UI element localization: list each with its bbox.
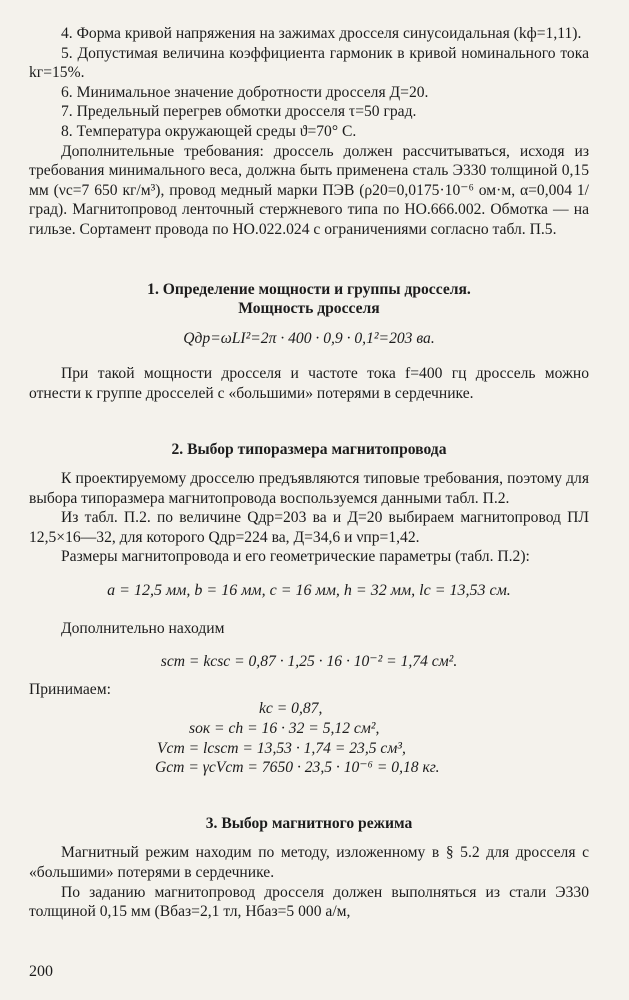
accepted-gst: Gст = γсVст = 7650 · 23,5 · 10⁻⁶ = 0,18 кг. [155, 759, 440, 777]
section-2-paragraph-3: Размеры магнитопровода и его геометрические параметры (табл. П.2): [61, 548, 530, 566]
section-2-paragraph-1: К проектируемому дросселю предъявляются типовые требования, поэтому для выбора типоразмера магнитопровода воспользуемся данными табл. П.2. [29, 470, 589, 507]
extra-requirements: Дополнительные требования: дроссель должен рассчитываться, исходя из требования минимального веса, должна быть применена сталь Э330 толщиной 0,15 мм (νс=7 650 кг/м³), провод медный марки ПЭВ (ρ20=0,0175·10⁻⁶ ом·м, α=0,004 1/град). Магнитопровод ленточный стержневого типа по НО.666.002. Обмотка — на гильзе. Сортамент провода по НО.022.024 с ограничениями согласно табл. П.5. [29, 142, 589, 238]
accepted-vst: Vст = lсsст = 13,53 · 1,74 = 23,5 см³, [157, 739, 406, 757]
page-number: 200 [29, 963, 53, 980]
section-1-title: 1. Определение мощности и группы дросселя. [147, 280, 471, 298]
list-item-5: 5. Допустимая величина коэффициента гармоник в кривой номинального тока kг=15%. [29, 44, 589, 82]
sst-formula: sст = kсsс = 0,87 · 1,25 · 16 · 10⁻² = 1,74 см². [160, 653, 458, 671]
section-3-paragraph-2: По заданию магнитопровод дросселя должен выполняться из стали Э330 толщиной 0,15 мм (Bбаз=2,1 тл, Hбаз=5 000 а/м, [29, 883, 589, 921]
section-1-text: При такой мощности дросселя и частоте тока f=400 гц дроссель можно отнести к группе дросселей с «большими» потерями в сердечнике. [29, 365, 589, 402]
section-1-subtitle: Мощность дросселя [238, 300, 380, 318]
accepted-kc: kс = 0,87, [259, 700, 323, 718]
power-formula: Qдр=ωLI²=2π · 400 · 0,9 · 0,1²=203 ва. [183, 329, 435, 347]
list-item-7: 7. Предельный перегрев обмотки дросселя τ=50 град. [61, 103, 417, 121]
dimensions-formula: a = 12,5 мм, b = 16 мм, c = 16 мм, h = 32 мм, lс = 13,53 см. [107, 582, 511, 600]
section-2-paragraph-2: Из табл. П.2. по величине Qдр=203 ва и Д=20 выбираем магнитопровод ПЛ 12,5×16—32, для которого Qдр=224 ва, Д=34,6 и νпр=1,42. [29, 509, 589, 546]
section-2-paragraph-4: Дополнительно находим [61, 619, 225, 637]
section-3-title: 3. Выбор магнитного режима [205, 814, 413, 832]
page-body [29, 24, 589, 922]
section-2-paragraph-5: Принимаем: [29, 680, 111, 698]
section-2-title: 2. Выбор типоразмера магнитопровода [171, 440, 447, 458]
list-item-8: 8. Температура окружающей среды ϑ=70° C. [61, 122, 357, 140]
list-item-6: 6. Минимальное значение добротности дросселя Д=20. [61, 83, 429, 101]
section-3-paragraph-1: Магнитный режим находим по методу, изложенному в § 5.2 для дросселя с «большими» потерями в сердечнике. [29, 844, 589, 881]
accepted-sok: sок = ch = 16 · 32 = 5,12 см², [189, 720, 380, 738]
list-item-4: 4. Форма кривой напряжения на зажимах дросселя синусоидальная (kф=1,11). [61, 25, 582, 42]
